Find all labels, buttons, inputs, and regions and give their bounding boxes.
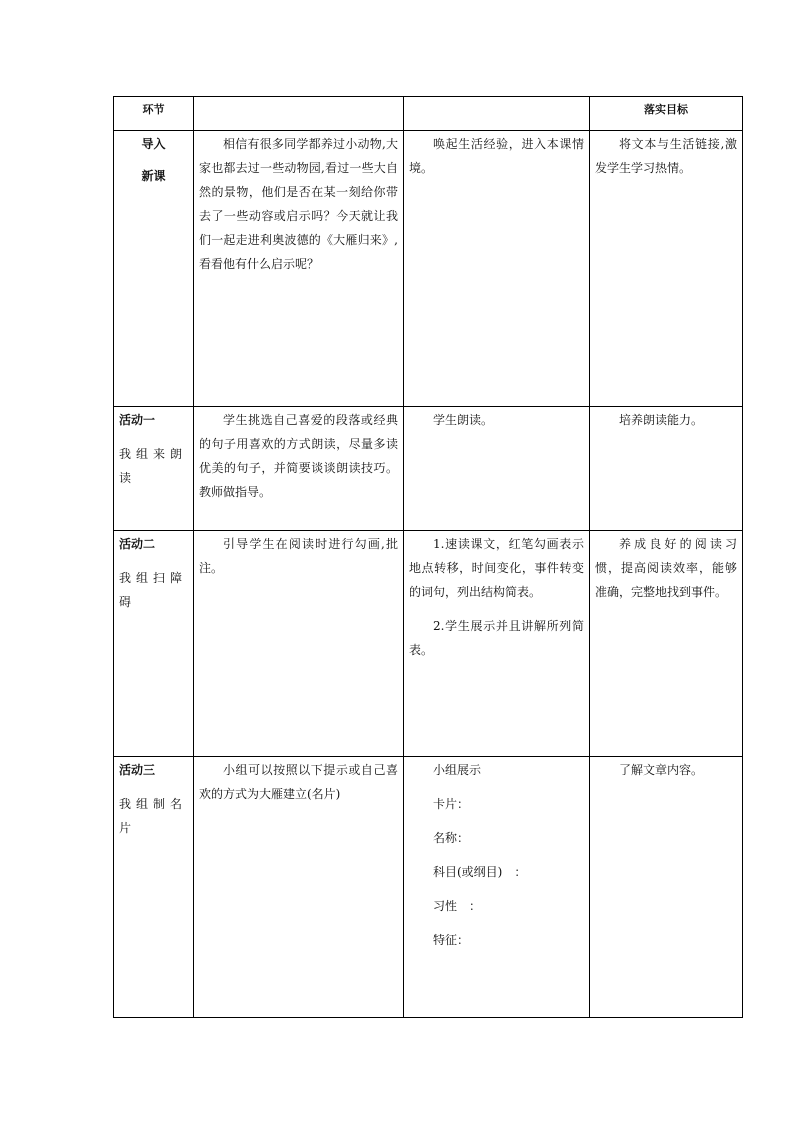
goal-cell: [590, 757, 743, 1018]
header-teacher: [194, 97, 404, 131]
phase-cell: [114, 131, 194, 407]
goal-text: 了解文章内容。: [619, 763, 704, 777]
teacher-activity-cell: [194, 531, 404, 757]
header-phase: 环节: [114, 97, 194, 131]
header-student: [404, 97, 590, 131]
name-card-line: 科目(或纲目) ：: [433, 865, 527, 879]
teacher-activity-text: 小组可以按照以下提示或自己喜欢的方式为大雁建立(名片): [199, 763, 398, 801]
name-card-line: 特征：: [433, 933, 470, 947]
phase-subtitle: 我组来朗读: [119, 447, 188, 485]
goal-cell: [590, 131, 743, 407]
student-activity-text: 唤起生活经验，进入本课情境。: [409, 137, 584, 175]
name-card-line: 习性 ：: [433, 899, 482, 913]
header-row: [114, 97, 743, 131]
lesson-plan-table: [113, 96, 743, 1018]
name-card-line: 小组展示: [433, 763, 482, 777]
goal-cell: [590, 531, 743, 757]
header-goal: 落实目标: [590, 97, 743, 131]
goal-text: 将文本与生活链接,激发学生学习热情。: [595, 137, 737, 175]
teacher-activity-text: 引导学生在阅读时进行勾画,批注。: [199, 537, 398, 575]
phase-title: 活动二: [119, 537, 156, 551]
phase-title: 活动一: [119, 413, 156, 427]
student-activity-step2: 2.学生展示并且讲解所列简表。: [409, 619, 584, 657]
phase-cell: [114, 757, 194, 1018]
table-row: [114, 407, 743, 531]
goal-text: 培养朗读能力。: [619, 413, 704, 427]
student-activity-cell: [404, 531, 590, 757]
teacher-activity-text: 学生挑选自己喜爱的段落或经典的句子用喜欢的方式朗读，尽量多读优美的句子，并简要谈谈朗读技巧。教师做指导。: [199, 413, 398, 499]
phase-subtitle: 我组扫障碍: [119, 571, 188, 609]
student-activity-cell: [404, 131, 590, 407]
teacher-activity-text: 相信有很多同学都养过小动物,大家也都去过一些动物园,看过一些大自然的景物，他们是否在某一刻给你带去了一些动容或启示吗？今天就让我们一起走进利奥波德的《大雁归来》,看看他有什么启示呢？: [199, 137, 398, 271]
student-activity-cell: [404, 407, 590, 531]
student-activity-cell: [404, 757, 590, 1018]
student-activity-step1: 1.速读课文，红笔勾画表示地点转移，时间变化，事件转变的词句，列出结构简表。: [409, 537, 584, 599]
phase-line1: 导入: [141, 137, 166, 151]
phase-cell: [114, 407, 194, 531]
phase-title: 活动三: [119, 763, 156, 777]
name-card-line: 名称：: [433, 831, 470, 845]
name-card-line: 卡片：: [433, 797, 470, 811]
teacher-activity-cell: [194, 131, 404, 407]
teacher-activity-cell: [194, 757, 404, 1018]
phase-line2: 新课: [141, 169, 166, 183]
table-row: [114, 131, 743, 407]
table-row: [114, 531, 743, 757]
phase-cell: [114, 531, 194, 757]
student-activity-text: 学生朗读。: [433, 413, 494, 427]
goal-cell: [590, 407, 743, 531]
phase-subtitle: 我组制名片: [119, 797, 188, 835]
goal-text: 养成良好的阅读习惯，提高阅读效率，能够准确，完整地找到事件。: [595, 537, 737, 599]
table-row: [114, 757, 743, 1018]
teacher-activity-cell: [194, 407, 404, 531]
